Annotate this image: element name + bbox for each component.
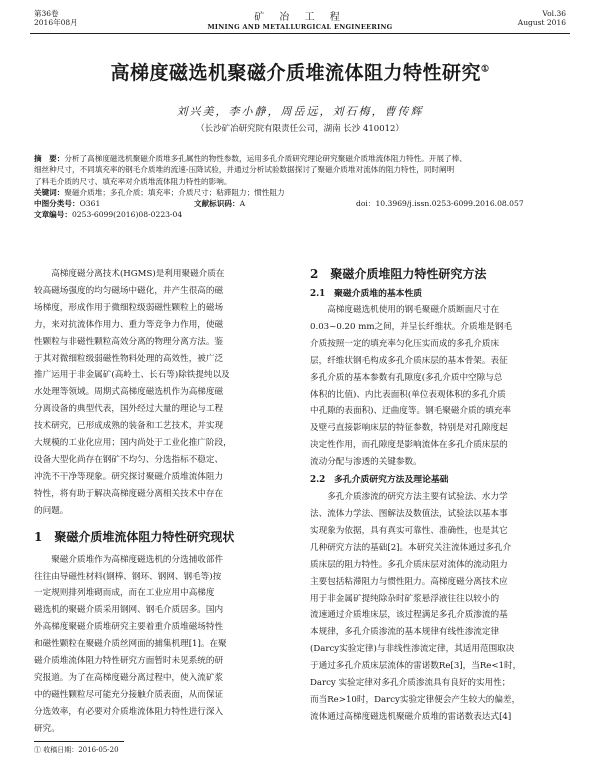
keywords-label: 关键词： [34, 187, 65, 197]
body-line: 质床层的阻力特性。多孔介质床层对流体的流动阻力 [310, 559, 508, 570]
body-line: 决定性作用，而孔隙度是影响流体在多孔介质床层的 [310, 440, 508, 451]
left-column [34, 266, 296, 738]
body-line: 冲洗不干净等现象。研究探讨聚磁介质堆流体阻力 [34, 471, 224, 482]
section-2-heading: 2 聚磁介质堆阻力特性研究方法 [310, 267, 487, 281]
body-line: 磁介质堆流体阻力特性研究方面暂时未见系统的研 [34, 656, 224, 667]
paper-affiliation: （长沙矿冶研究院有限责任公司，湖南 长沙 410012） [196, 124, 404, 134]
footnote: ① 收稿日期：2016-05-20 [34, 746, 119, 754]
abstract [34, 153, 566, 220]
subsection-2-1-heading: 2.1 聚磁介质堆的基本性质 [310, 289, 423, 299]
body-line: 场梯度，形成作用于微细粒级弱磁性颗粒上的磁场 [34, 302, 224, 313]
section-1-heading: 1 聚磁介质堆流体阻力特性研究现状 [34, 529, 235, 544]
body-line: 较高磁场强度的均匀磁场中磁化，并产生很高的磁 [34, 285, 224, 296]
article-number-value: 0253-6099(2016)08-0223-04 [71, 209, 183, 219]
header-rule [30, 33, 570, 34]
subsection-2-2-heading: 2.2 多孔介质研究方法及理论基础 [310, 475, 449, 486]
body-line: 流体通过高梯度磁选机聚磁介质堆的雷诺数表达式[4] [310, 711, 512, 722]
journal-name-cn: 矿 冶 工 程 [254, 12, 346, 23]
keywords [34, 187, 566, 198]
body-line: 0.03~0.20 mm之间，并呈长纤维状。介质堆是钢毛 [310, 321, 513, 332]
body-line: 而当Re>10时，Darcy实验定律便会产生较大的偏差， [310, 694, 521, 705]
body-line: 层，纤维状钢毛构成多孔介质床层的基本骨架。表征 [310, 355, 508, 366]
right-column [310, 264, 568, 726]
clc-label: 中图分类号： [34, 198, 80, 208]
header-volume: Vol.36 [542, 9, 566, 18]
body-line: 中的磁性颗粒尽可能充分接触介质表面，从而保证 [34, 689, 224, 700]
body-line: 技术研究，已形成成熟的装备和工艺技术，并实现 [34, 421, 224, 432]
paper-title: 高梯度磁选机聚磁介质堆流体阻力特性研究① [110, 62, 490, 84]
body-line: 设备大型化尚存在钢矿不均匀、分选指标不稳定、 [34, 454, 224, 465]
journal-name-en: MINING AND METALLURGICAL ENGINEERING [207, 23, 393, 31]
body-line: 本规律，多孔介质渗流的基本规律有线性渗流定律 [310, 627, 500, 638]
abstract-line: 了料毛介质的尺寸、填充率对介质堆流体阻力特性的影响。 [34, 176, 232, 186]
header-month: August 2016 [517, 18, 566, 27]
journal-name [0, 8, 600, 31]
body-line: 往往由导磁性材料(钢棒、钢环、钢网、钢毛等)按 [34, 571, 222, 582]
body-line: 高梯度磁分离技术(HGMS)是利用聚磁介质在 [34, 269, 225, 279]
body-line: 法、流体力学法、图解法及数值法，试验法以基本事 [310, 508, 508, 519]
doi-label: doi： [356, 198, 376, 208]
classification-row [34, 198, 566, 209]
article-number [34, 209, 566, 220]
body-line: 体积的比值)、内比表面积(单位表观体积的多孔介质 [310, 389, 506, 400]
body-line: 磁选机的聚磁介质采用钢网、钢毛介质居多。国内 [34, 605, 224, 616]
keywords-text: 聚磁介质堆；多孔介质；填充率；介质尺寸；粘滞阻力；惯性阻力 [64, 187, 285, 197]
body-line: 几种研究方法的基础[2]。本研究关注流体通过多孔介 [310, 542, 512, 553]
body-line: 及壁弓直接影响床层的特征参数，特别是对孔隙度起 [310, 423, 508, 434]
abstract-line: 细丝种尺寸，不同填充率的钢毛介质堆的流速-压降试验，并通过分析试验数据探讨了聚磁介质堆对流体的阻力特性，同时阐明 [34, 165, 455, 175]
body-line: 一定规则排列堆砌而成，而在工业应用中高梯度 [34, 588, 215, 599]
body-line: 介质按照一定的填充率匀化压实而成的多孔介质床 [310, 338, 500, 349]
body-line: 特性，将有助于解决高梯度磁分离相关技术中存在 [34, 488, 224, 499]
body-line: 聚磁介质堆作为高梯度磁选机的分选捕收部件 [34, 554, 224, 565]
body-line: 用于非金属矿提纯除杂时矿浆悬浮液往往以较小的 [310, 593, 500, 604]
doc-code-label: 文献标识码： [194, 198, 240, 208]
body-line: 的问题。 [34, 505, 69, 516]
article-number-label: 文章编号： [34, 209, 72, 219]
doc-code-value: A [239, 198, 246, 208]
body-line: 力，来对抗流体作用力、重力等竞争力作用，使磁 [34, 319, 224, 330]
body-line: 于通过多孔介质床层流体的雷诺数Re[3]，当Re<1时， [310, 661, 522, 672]
body-line: 外高梯度聚磁介质堆研究主要着重介质堆磁场特性 [34, 622, 224, 633]
abstract-label: 摘 要： [34, 154, 65, 163]
body-line: 究报道。为了在高梯度磁分离过程中，使入流矿浆 [34, 672, 224, 683]
body-line: 分离设备的典型代表，国外经过大量的理论与工程 [34, 404, 224, 415]
body-line: 分选效率，有必要对介质堆流体阻力特性进行深入 [34, 706, 224, 717]
body-line: 水处理等领域。周期式高梯度磁选机作为高梯度磁 [34, 387, 224, 398]
footnote-rule [34, 741, 124, 742]
header-right [518, 9, 566, 27]
body-line: 实现象为依据，具有真实可靠性、准确性，也是其它 [310, 525, 508, 536]
body-line: (Darcy实验定律)与非线性渗流定律，其适用范围取决 [310, 644, 515, 655]
header-date: 2016年08月 [34, 18, 78, 27]
paper-authors: 刘兴美，李小静，周岳远，刘石梅，曹传辉 [176, 105, 424, 118]
title-footnote-mark: ① [480, 64, 490, 75]
body-line: 于其对微细粒级弱磁性物料处理的高效性，被广泛 [34, 353, 224, 364]
doi-value: 10.3969/j.issn.0253-6099.2016.08.057 [375, 198, 524, 208]
body-line: 和磁性颗粒在聚磁介质丝网面的捕集机理[1]。在聚 [34, 639, 227, 650]
abstract-line: 分析了高梯度磁选机聚磁介质堆多孔属性的物性参数，运用多孔介质研究理论研究聚磁介质堆流体阻力特性。开展了棒、 [64, 154, 467, 163]
body-line: 流动分配与渗透的关键参数。 [310, 457, 422, 468]
header-issue: 第36卷 [34, 9, 59, 18]
body-line: 多孔介质的基本参数有孔隙度(多孔介质中空隙与总 [310, 372, 503, 383]
body-line: 高梯度磁选机使用的钢毛聚磁介质断面尺寸在 [310, 305, 500, 315]
body-line: 大规模的工业化应用；国内尚处于工业化推广阶段， [34, 438, 232, 449]
body-line: 性颗粒与非磁性颗粒高效分离的物理分离方法。鉴 [34, 336, 224, 347]
body-line: 研究。 [34, 723, 60, 734]
body-line: 主要包括粘滞阻力与惯性阻力。高梯度磁分离技术应 [310, 576, 508, 587]
body-line: Darcy 实验定律对多孔介质渗流具有良好的实用性； [310, 678, 511, 689]
body-line: 中孔隙的表面积)、迂曲度等。钢毛聚磁介质的填充率 [310, 406, 512, 417]
body-line: 多孔介质渗流的研究方法主要有试验法、水力学 [310, 492, 508, 503]
body-line: 推广运用于非金属矿(高岭土、长石等)除铁提纯以及 [34, 370, 230, 381]
clc-value: O361 [79, 198, 101, 208]
body-line: 流速通过介质堆床层，该过程满足多孔介质渗流的基 [310, 610, 508, 621]
